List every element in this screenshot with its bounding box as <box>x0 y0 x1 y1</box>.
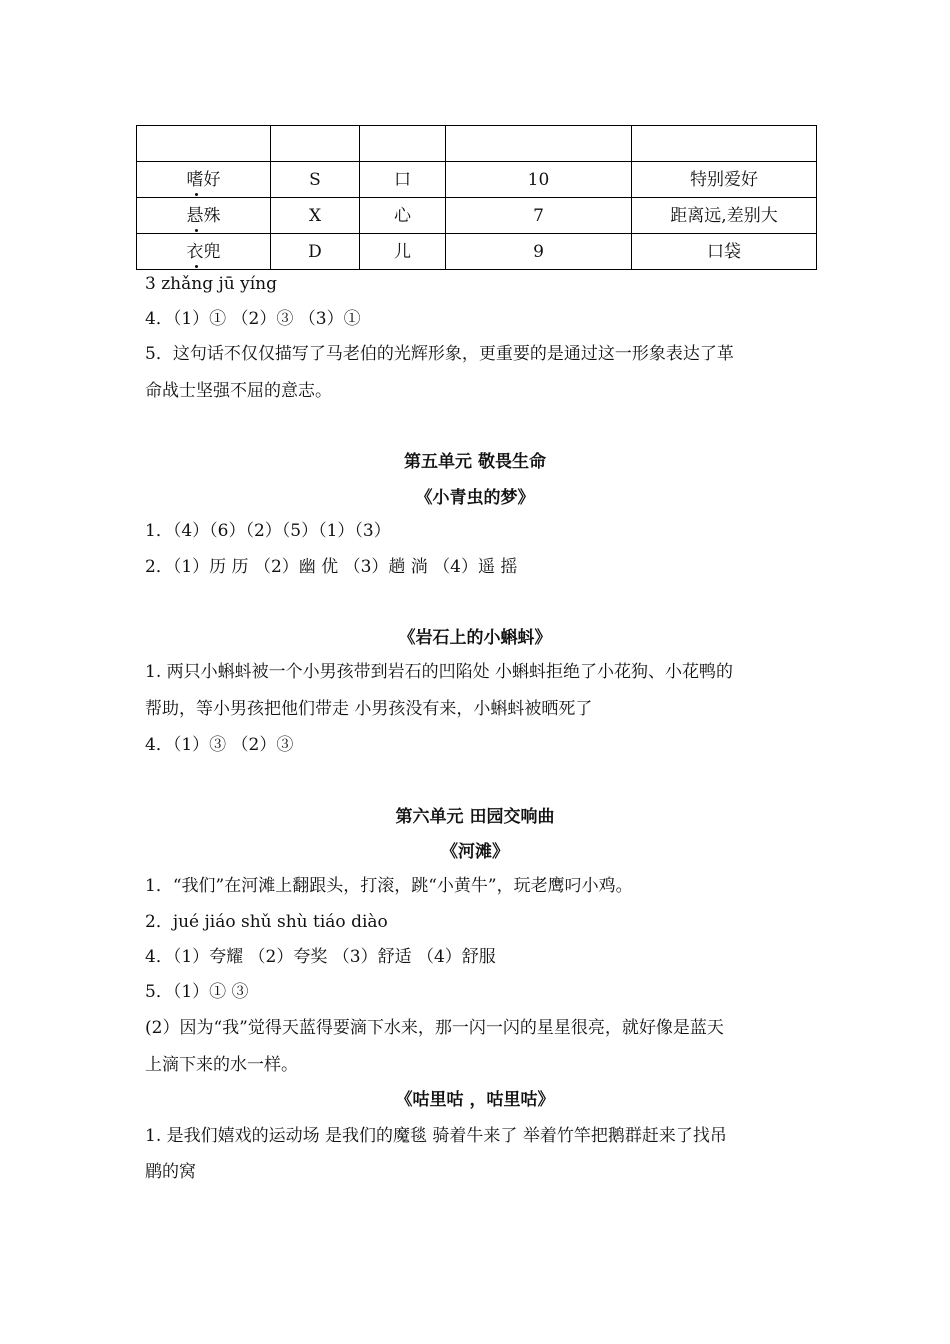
table-cell <box>446 126 632 162</box>
lesson-heading: 《岩石上的小蝌蚪》 <box>398 628 552 648</box>
answer-line: (2）因为“我”觉得天蓝得要滴下水来，那一闪一闪的星星很亮，就好像是蓝天 <box>145 1018 724 1038</box>
unit-heading: 第五单元 敬畏生命 <box>404 452 546 472</box>
answer-line: 5．（1）① ③ <box>145 982 249 1002</box>
answer-line: 3 zhǎng jū yíng <box>145 274 277 294</box>
strokes-cell: 10 <box>446 162 632 198</box>
answer-line: 4．（1）③ （2）③ <box>145 735 294 755</box>
table-header-row <box>137 126 817 162</box>
emphasis-char: 衣 <box>187 242 204 262</box>
letter-cell: S <box>271 162 360 198</box>
lesson-heading: 《咕里咕 ，咕里咕》 <box>395 1090 555 1110</box>
answer-line: 命战士坚强不屈的意志。 <box>145 381 332 401</box>
table-cell <box>632 126 817 162</box>
radical-cell: 口 <box>360 162 446 198</box>
answer-line: 鹛的窝 <box>145 1162 196 1182</box>
table-row <box>137 234 817 270</box>
table-cell <box>137 126 271 162</box>
answer-line: 5．这句话不仅仅描写了马老伯的光辉形象，更重要的是通过这一形象表达了革 <box>145 344 734 364</box>
emphasis-char: 悬 <box>187 206 204 226</box>
answer-line: 1．“我们”在河滩上翻跟头，打滚，跳“小黄牛”，玩老鹰叼小鸡。 <box>145 876 633 896</box>
radical-cell: 儿 <box>360 234 446 270</box>
answer-line: 帮助，等小男孩把他们带走 小男孩没有来，小蝌蚪被晒死了 <box>145 699 593 719</box>
lesson-heading: 《河滩》 <box>441 842 509 862</box>
table-row <box>137 162 817 198</box>
answer-line: 1．（4）（6）（2）（5）（1）（3） <box>145 521 391 541</box>
radical-cell: 心 <box>360 198 446 234</box>
lesson-heading: 《小青虫的梦》 <box>415 488 535 508</box>
emphasis-char: 嗜 <box>187 170 204 190</box>
strokes-cell: 7 <box>446 198 632 234</box>
letter-cell: X <box>271 198 360 234</box>
answer-line: 4．（1）夸耀 （2）夸奖 （3）舒适 （4）舒服 <box>145 947 496 967</box>
letter-cell: D <box>271 234 360 270</box>
answer-line: 1. 两只小蝌蚪被一个小男孩带到岩石的凹陷处 小蝌蚪拒绝了小花狗、小花鸭的 <box>145 662 734 682</box>
table-cell <box>271 126 360 162</box>
answer-line: 上滴下来的水一样。 <box>145 1055 298 1075</box>
strokes-cell: 9 <box>446 234 632 270</box>
word-cell: 悬 殊 <box>137 198 271 234</box>
answer-line: 4．（1）① （2）③ （3）① <box>145 309 361 329</box>
word-cell: 衣 兜 <box>137 234 271 270</box>
table-row <box>137 198 817 234</box>
word-cell: 嗜 好 <box>137 162 271 198</box>
answer-line: 1. 是我们嬉戏的运动场 是我们的魔毯 骑着牛来了 举着竹竿把鹅群赶来了找吊 <box>145 1126 727 1146</box>
word-analysis-table <box>136 125 817 270</box>
emphasis-dot-icon <box>195 229 198 232</box>
meaning-cell: 特别爱好 <box>632 162 817 198</box>
answer-line: 2．（1）历 历 （2）幽 优 （3）趟 淌 （4）遥 摇 <box>145 557 518 577</box>
answer-line: 2．jué jiáo shǔ shù tiáo diào <box>145 912 388 932</box>
meaning-cell: 口袋 <box>632 234 817 270</box>
table-cell <box>360 126 446 162</box>
meaning-cell: 距离远,差别大 <box>632 198 817 234</box>
emphasis-dot-icon <box>195 265 198 268</box>
emphasis-dot-icon <box>195 193 198 196</box>
unit-heading: 第六单元 田园交响曲 <box>395 807 555 827</box>
